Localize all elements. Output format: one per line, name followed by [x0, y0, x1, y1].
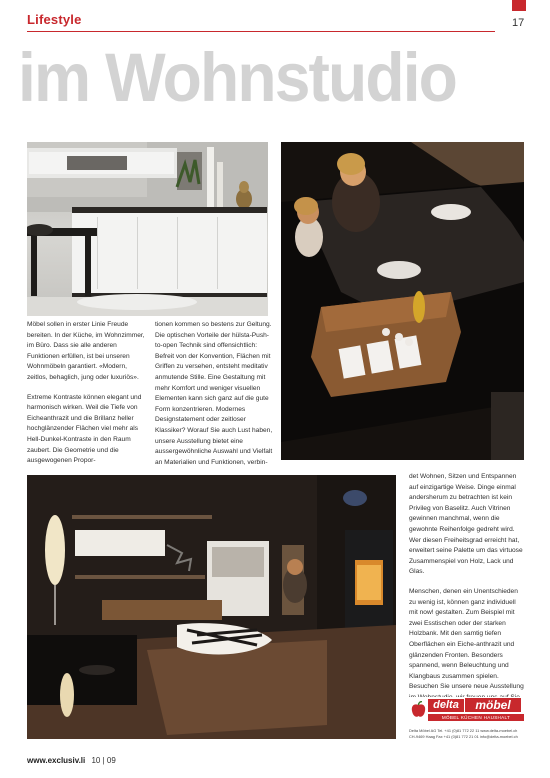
body-paragraph: Menschen, denen ein Unentschieden zu wenig ist, können ganz individuell mit now! gestalten. Zum Beispiel mit zwei Esstischen oder der starken Holzbank. Mit den samtig tiefen Oberflächen ein Eiche-anthrazit und glänzenden Fronten. Besonders spannend, wenn Beleuchtung und Klangbaus zusammen spielen. Besuchen Sie unsere neue Ausstellung	[409, 587, 524, 691]
logo-word-delta: delta	[428, 699, 464, 712]
body-column-1	[27, 320, 149, 476]
advertiser-logo-block[interactable]	[409, 697, 527, 743]
body-paragraph: Möbel sollen in erster Linie Freude bereiten. In der Küche, im Wohnzimmer, im Büro. Dass sie alle anderen Funktionen erfüllen, ist bei unseren Wohnmöbeln garantiert. «Modern, zeitlos, behaglich, jung oder luxuriös».	[27, 321, 145, 381]
logo-word-moebel: möbel	[465, 698, 521, 712]
advertiser-address-line-2: CH-9469 Haag Fax +41 (0)81 772 21 01 info@delta-moebel.ch	[409, 734, 518, 739]
apple-icon	[411, 701, 426, 718]
footer-issue: 10 | 09	[91, 756, 116, 765]
page-number: 17	[512, 17, 525, 29]
dining-photo	[281, 142, 524, 460]
footer-url[interactable]: www.exclusiv.li	[27, 756, 86, 765]
headline: im Wohnstudio	[18, 39, 457, 116]
sideboard-photo	[27, 142, 268, 316]
page-tab-marker	[512, 0, 526, 11]
body-paragraph: tionen kommen so bestens zur Geltung. Die optischen Vorteile der hülsta-Push-to-open Technik sind offensichtlich: Befreit von der Konvention, Flächen mit Griffen zu versehen, entsteht meditativ anmutende Stille. Eine Gestaltung mit mehr Komfort und weniger visuellen Elementen kann sich ganz auf die gute Form konzentrieren. Modernes Designstatement oder zeitloser Klassiker? Worauf Sie auch Lust haben, unsere Ausstellung bietet eine aussergewöhnliche Auswahl und Vielfalt an Materialien und Funktionen, verbin-	[155, 321, 273, 466]
header-rule	[27, 31, 495, 32]
page-footer	[27, 756, 116, 765]
section-label: Lifestyle	[27, 12, 82, 27]
body-paragraph: det Wohnen, Sitzen und Entspannen auf einzigartige Weise. Dinge einmal andersherum zu betrachten ist kein Privileg von Baselitz. Auch Vitrinen gewinnen manchmal, wenn die gewohnte Reihenfolge gedreht wird. Wer diesen Freiheitsgrad erreicht hat, erweitert seine Palette um das virtuose Zusammenspiel von Holz, Lack und Glas.	[409, 473, 523, 576]
living-room-photo	[27, 475, 396, 739]
advertiser-address-line-1: Delta Möbel AG Tel. +41 (0)81 772 22 11 www.delta-moebel.ch	[409, 728, 518, 733]
body-paragraph: Extreme Kontraste können elegant und harmonisch wirken. Weil die Tiefe von Eicheanthrazit und die Brillanz heller hochglänzender Flächen viel mehr als Hell-Dunkel-Kontraste in den Raum zaubert. Die Geometrie und die ausgewogenen Propor-	[27, 393, 142, 465]
logo-tagline: MÖBEL KÜCHEN HAUSHALT	[428, 714, 524, 721]
body-column-3	[409, 472, 524, 712]
body-column-2	[155, 320, 273, 477]
advertiser-logo	[409, 697, 524, 726]
